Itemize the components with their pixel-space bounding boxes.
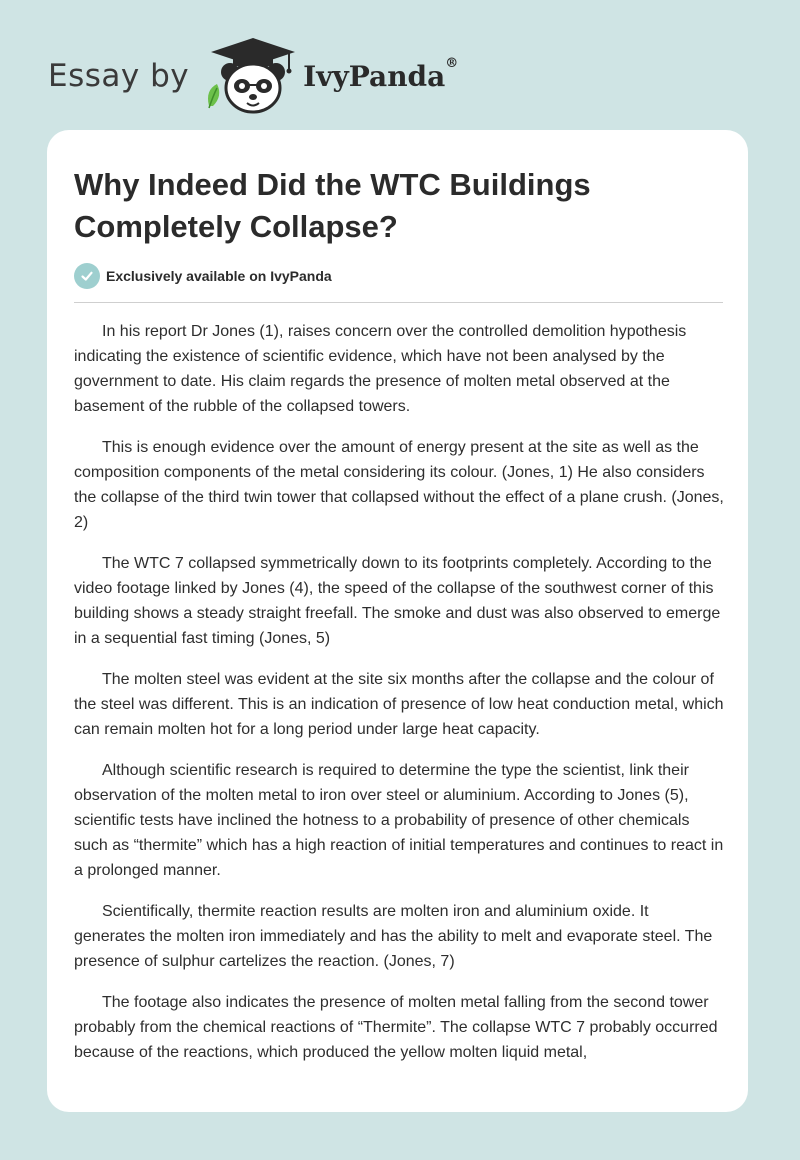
essay-title: Why Indeed Did the WTC Buildings Completely Collapse? (74, 167, 591, 244)
paragraph: The footage also indicates the presence of molten metal falling from the second tower probably from the chemical reactions of “Thermite”. The collapse WTC 7 probably occurred because of the reactions, which produced the yellow molten liquid metal, (74, 994, 718, 1061)
panda-logo-icon[interactable] (203, 36, 299, 116)
paragraph: The molten steel was evident at the site six months after the collapse and the colour of the steel was different. This is an indication of presence of low heat conduction metal, which can remain molten hot for a long period under large heat capacity. (74, 671, 724, 738)
paragraph: In his report Dr Jones (1), raises concern over the controlled demolition hypothesis indicating the existence of scientific evidence, which have not been analysed by the government to date. His claim regards the presence of molten metal observed at the basement of the rubble of the collapsed towers. (74, 323, 687, 415)
essay-body (74, 319, 724, 1081)
paragraph: Scientifically, thermite reaction results are molten iron and aluminium oxide. It generates the molten iron immediately and has the ability to melt and evaporate steel. The presence of sulphur cartelizes the reaction. (Jones, 7) (74, 903, 713, 970)
check-circle-icon (74, 263, 100, 289)
title-divider (74, 302, 723, 303)
brand-name[interactable]: IvyPanda® (303, 55, 459, 93)
paragraph: Although scientific research is required to determine the type the scientist, link their observation of the molten metal to iron over steel or aluminium. According to Jones (5), scientific tests have inclined the hotness to a probability of presence of other chemicals such as “thermite” which has a high reaction of initial temperatures and continues to react in a prolonged manner. (74, 762, 724, 879)
registered-mark: ® (445, 55, 459, 71)
paragraph: The WTC 7 collapsed symmetrically down to its footprints completely. According to the video footage linked by Jones (4), the speed of the collapse of the southwest corner of this building shows a steady straight freefall. The smoke and dust was also observed to emerge in a sequential fast timing (Jones, 5) (74, 555, 721, 647)
exclusive-badge-label: Exclusively available on IvyPanda (106, 268, 332, 284)
paragraph: This is enough evidence over the amount of energy present at the site as well as the composition components of the metal considering its colour. (Jones, 1) He also considers the collapse of the third twin tower that collapsed without the effect of a plane crush. (Jones, 2) (74, 439, 724, 531)
essay-card (47, 130, 748, 1112)
essay-by-label: Essay by (48, 58, 190, 94)
exclusive-badge (74, 263, 332, 289)
site-header (48, 36, 458, 116)
